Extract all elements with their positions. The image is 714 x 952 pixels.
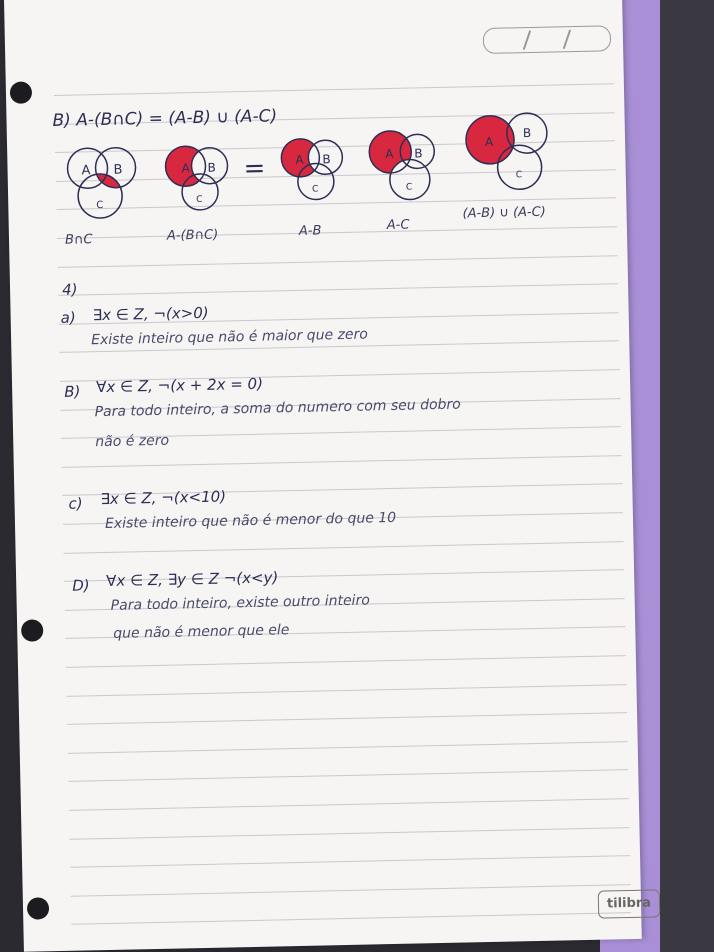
set-label: A (385, 146, 394, 162)
set-label: A (484, 134, 494, 149)
ruled-line (68, 769, 628, 782)
binder-hole (10, 81, 32, 103)
ruled-line (67, 684, 627, 697)
ruled-line (66, 655, 626, 668)
item-b-answer: Para todo inteiro, a soma do numero com seu dobro (94, 396, 461, 421)
ruled-line (58, 255, 618, 268)
ruled-line (54, 83, 614, 96)
venn-a-minus-c (369, 130, 435, 200)
item-d-statement: ∀x ∈ Z, ∃y ∈ Z ¬(x<y) (106, 568, 279, 590)
exercise-4-number: 4) (61, 280, 78, 299)
set-label: B (207, 160, 216, 175)
venn-a-minus-b (281, 138, 343, 200)
item-c-statement: ∃x ∈ Z, ¬(x<10) (100, 487, 227, 509)
venn-caption: A-B (298, 223, 322, 239)
item-a-statement: ∃x ∈ Z, ¬(x>0) (92, 303, 209, 325)
ruled-line (58, 283, 618, 296)
set-label: A (295, 152, 304, 167)
item-c-answer: Existe inteiro que não é menor do que 10 (104, 509, 397, 532)
item-d-label: D) (72, 576, 90, 595)
set-label: C (311, 184, 319, 195)
ruled-line (57, 226, 617, 239)
ruled-line (64, 541, 624, 554)
venn-caption: A-(B∩C) (166, 227, 219, 244)
venn-caption: A-C (386, 217, 410, 234)
ruled-line (69, 798, 629, 811)
set-label: B (113, 162, 123, 178)
item-b-label: B) (64, 382, 81, 401)
item-a-label: a) (60, 308, 76, 327)
ruled-line (71, 912, 631, 925)
set-label: A (81, 163, 91, 179)
binder-hole (27, 897, 49, 919)
set-label: B (414, 146, 423, 161)
set-label: B (522, 125, 532, 141)
item-b-statement: ∀x ∈ Z, ¬(x + 2x = 0) (95, 374, 264, 397)
set-label: C (96, 199, 104, 212)
ruled-line (67, 712, 627, 725)
venn-caption: B∩C (64, 232, 93, 248)
background-surface (660, 0, 714, 952)
venn-b-intersect-c (67, 147, 136, 218)
venn-a-minus-b-intersect-c (165, 145, 228, 210)
item-d-answer: que não é menor que ele (113, 622, 290, 642)
set-label: A (181, 161, 190, 176)
venn-union-result (465, 113, 548, 191)
exercise-3-title: B) A-(B∩C) = (A-B) ∪ (A-C) (52, 106, 278, 132)
date-box (483, 25, 612, 54)
item-c-label: c) (68, 494, 83, 513)
ruled-line (62, 455, 622, 468)
notebook-page (4, 0, 642, 952)
ruled-line (71, 884, 631, 897)
tilibra-logo: tilibra (598, 889, 661, 918)
set-label: C (515, 170, 523, 181)
ruled-line (70, 827, 630, 840)
ruled-line (68, 741, 628, 754)
venn-caption: (A-B) ∪ (A-C) (462, 204, 546, 222)
equals-sign: = (243, 153, 266, 185)
ruled-line (70, 855, 630, 868)
item-b-answer: não é zero (95, 432, 170, 451)
binder-hole (21, 619, 43, 641)
item-d-answer: Para todo inteiro, existe outro inteiro (110, 592, 370, 614)
item-a-answer: Existe inteiro que não é maior que zero (90, 326, 368, 349)
set-label: C (405, 182, 413, 193)
set-label: C (196, 194, 203, 206)
set-label: B (322, 152, 331, 167)
